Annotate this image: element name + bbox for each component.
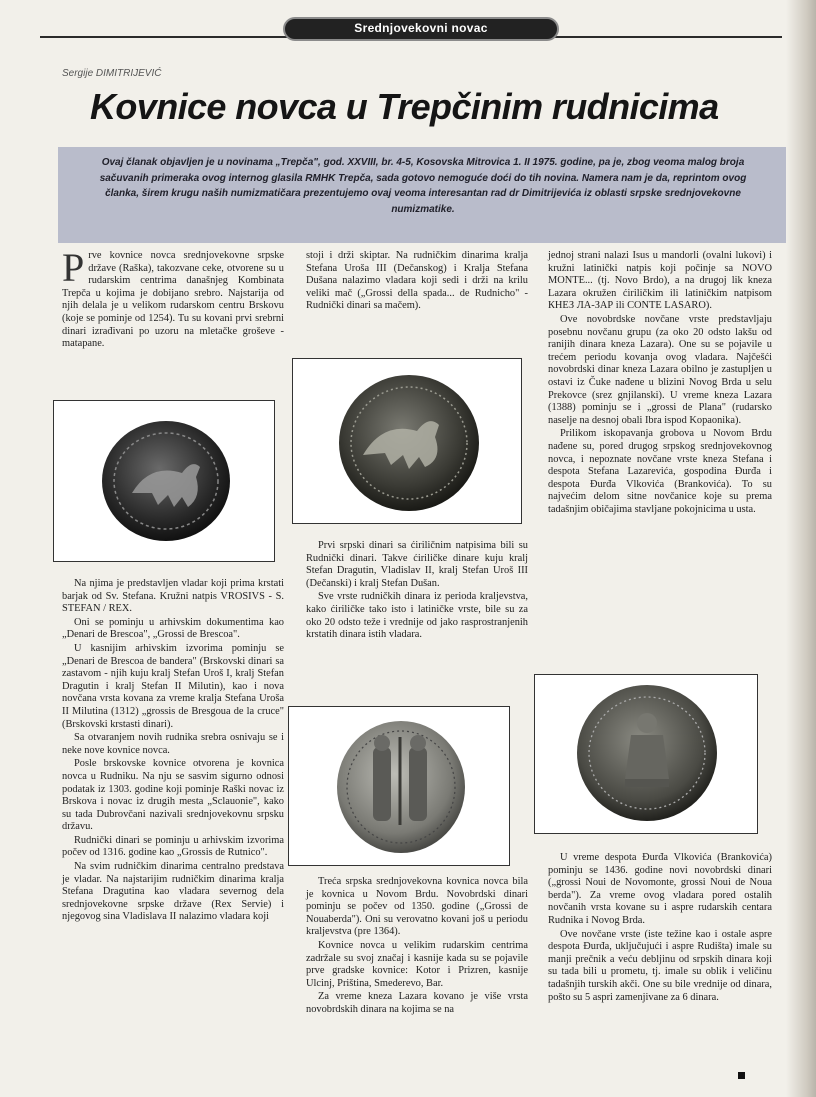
column-1-bottom xyxy=(62,578,284,1090)
column-3-top xyxy=(548,250,772,670)
paragraph: Na njima je predstavljen vladar koji prima krstati barjak od Sv. Stefana. Kružni natpis VROSIVS - S. STEFAN / REX. xyxy=(62,578,284,615)
section-title: Srednjovekovni novac xyxy=(354,21,488,35)
paragraph: Za vreme kneza Lazara kovano je više vrsta novobrdskih dinara na kojima se na xyxy=(306,991,528,1015)
paragraph: Treća srpska srednjovekovna kovnica novca bila je kovnica u Novom Brdu. Novobrdski dinari pominju se počev od 1350. godine („Grossi de Nouaberda"). Oni su verovatno kovani još u periodu kraljevstva (pre 1364). xyxy=(306,876,528,938)
article-author: Sergije DIMITRIJEVIĆ xyxy=(62,68,162,79)
paragraph-text: rve kovnice novca srednjovekovne srpske države (Raška), takozvane ceke, otvorene su u rudarskim centrima današnjeg Kombinata Trepča u kojima je dobijano srebro. Najstarija od njih delala je u velikom rudarskom centru Brskovu (koje se pominje od 1254). Tu su kovani prvi srebrni dinari izrađivani po uzoru na mletačke groševe - matapane. xyxy=(62,250,284,350)
coin-image xyxy=(535,675,759,835)
paragraph: Sve vrste rudničkih dinara iz perioda kraljevstva, kako ćiriličke tako isto i latiničke vrste, bile su za oko 20 odsto teže i vrednije od jako rasprostranjenih krstatih dinara istih vladara. xyxy=(306,591,528,641)
paragraph: Kovnice novca u velikim rudarskim centrima zadržale su svoj značaj i kasnije kada su se pojavile prve gradske kovnice: Kotor i Prizren, kasnije Ulcinj, Priština, Smederevo, Bar. xyxy=(306,939,528,989)
coin-image xyxy=(289,707,511,867)
column-3-bottom xyxy=(548,852,772,1090)
paragraph: jednoj strani nalazi Isus u mandorli (ovalni lukovi) i kružni latinički natpis koji počinje sa NOVO MONTE... (tj. Novo Brdo), a na drugoj lik kneza Lazara okružen ćiriličkim ili latiničkim natpisom КНЕЗ ЛА-ЗАР ili CONTE LASARO). xyxy=(548,250,772,312)
drop-cap: P xyxy=(62,245,85,290)
paragraph: Prvi srpski dinari sa ćiriličnim natpisima bili su Rudnički dinari. Takve ćiriličke dinare kuju kralj Stefan Dragutin, Vladislav II, kralj Stefan Uroš III (Dečanski) i kralj Stefan Dušan. xyxy=(306,540,528,589)
coin-figure-despot-dinar xyxy=(534,674,758,834)
paragraph: Ove novčane vrste (iste težine kao i ostale aspre despota Đurđa, uključujući i aspre Rudišta) imale su manji prečnik a veću debljinu od srpskih dinara koji su tada bili u prometu, tj. imale su oblik i veličinu tadašnjih turskih akči. One su bile vrednije od dinara, pošto su 5 aspri zamenjivane za 6 dinara. xyxy=(548,928,772,1003)
paragraph: Oni se pominju u arhivskim dokumentima kao „Denari de Brescoa", „Grossi de Brescoa". xyxy=(62,616,284,641)
paragraph: U vreme despota Đurđa Vlkovića (Brankovića) pominju se 1436. godine novi novobrdski dinari („grossi Noui de Novomonte, grossi Noui de Noua berda"). Za vreme ovog vladara pored ostalih novčanih vrsta kovane su i aspre rudarskih centara Rudnika i Novog Brda. xyxy=(548,852,772,926)
column-2-middle xyxy=(306,540,528,704)
coin-figure-novo-brdo-dinar xyxy=(288,706,510,866)
abstract-text: Ovaj članak objavljen je u novinama „Trepča", god. XXVIII, br. 4-5, Kosovska Mitrovica 1. II 1975. godine, pa je, zbog veoma malog broja sačuvanih primeraka ovog internog glasila RMHK Trepča, sada gotovo nemoguće doći do tih novina. Namera nam je da, reprintom ovog članka, širem krugu naših numizmatičara prezentujemo ovaj veoma interesantan rad dr Dimitrijevića iz oblasti srpske srednjovekovne numizmatike. xyxy=(99,157,747,215)
paragraph: U kasnijim arhivskim izvorima pominju se „Denari de Brescoa de bandera" (Brskovski dinari sa zastavom - njih kuju kralj Stefan Uroš I, kralj Stefan Dragutin i kralj Stefan II Milutin), kao i nova novčana vrsta kovana za vreme kralja Stefana Uroša II Milutina (1312) „grossis de Bresgoua de la cruce" (Brskovski krstasti dinari). xyxy=(62,642,284,730)
paragraph: Ove novobrdske novčane vrste predstavljaju posebnu novčanu grupu (za oko 20 odsto lakšu od ranijih dinara kneza Lazara). One su se pojavile u trećem periodu kovanja ovog vladara. Najčešći novobrdski dinar kneza Lazara obilno je zastupljen u ostavi iz Čuke nađene u blizini Novog Brda u selu Prekovce (srez gnjilanski). U vreme kneza Lazara (1388) pominju se i „grossi de Plana" (rudarsko naselje na desnoj obali Ibra ispod Kopaonika). xyxy=(548,313,772,426)
paragraph: Na svim rudničkim dinarima centralno predstava je vladar. Na najstarijim rudničkim dinarima kralja Stefana Dragutina kao vladara severnog dela srednjovekovne srpske države (Rex Servie) i njegovog sina Vladislava II nalazimo vladara koji xyxy=(62,861,284,923)
page-edge-shadow xyxy=(786,0,816,1097)
coin-image xyxy=(293,359,523,525)
paragraph: Prilikom iskopavanja grobova u Novom Brdu nađene su, pored drugog srpskog srednjovekovnog novca, i nepoznate novčane vrste kneza Stefana i despota Stefana Lazarevića, gospodina Đurđa i despota Đurđa Vlkovića (Brankovića). To su najvećim delom sitne novčanice koje su prema tadašnjim običajima stavljane pokojnicima u usta. xyxy=(548,428,772,515)
paragraph xyxy=(62,245,284,351)
column-2-top xyxy=(306,250,528,354)
coin-figure-brskovo-dinar xyxy=(53,400,275,562)
article-abstract xyxy=(58,147,786,243)
paragraph: stoji i drži skiptar. Na rudničkim dinarima kralja Stefana Uroša III (Dečanskog) i Kralja Stefana Dušana nalazimo vladara koji sedi i drži na krilu veliki mač („Grossi della spada... de Rudnicho" - Rudnički dinari sa mačem). xyxy=(306,250,528,312)
section-header-tab xyxy=(283,17,559,41)
coin-figure-rudnik-dinar xyxy=(292,358,522,524)
article-end-mark xyxy=(738,1072,745,1079)
column-2-bottom xyxy=(306,876,528,1088)
coin-image xyxy=(54,401,276,563)
column-1-top xyxy=(62,245,284,392)
paragraph: Rudnički dinari se pominju u arhivskim izvorima počev od 1316. godine kao „Grossis de Rutnico". xyxy=(62,834,284,859)
paragraph: Posle brskovske kovnice otvorena je kovnica novca u Rudniku. Na nju se sasvim sigurno odnosi podatak iz 1303. godine koji pominje Raški novac iz Brskova i novac iz drugih mesta „Sclauonie", kako su tada Dubrovčani nazivali srednjovekovnu srpsku državu. xyxy=(62,758,284,833)
article-title: Kovnice novca u Trepčinim rudnicima xyxy=(90,86,719,127)
paragraph: Sa otvaranjem novih rudnika srebra osnivaju se i neke nove kovnice novca. xyxy=(62,732,284,756)
